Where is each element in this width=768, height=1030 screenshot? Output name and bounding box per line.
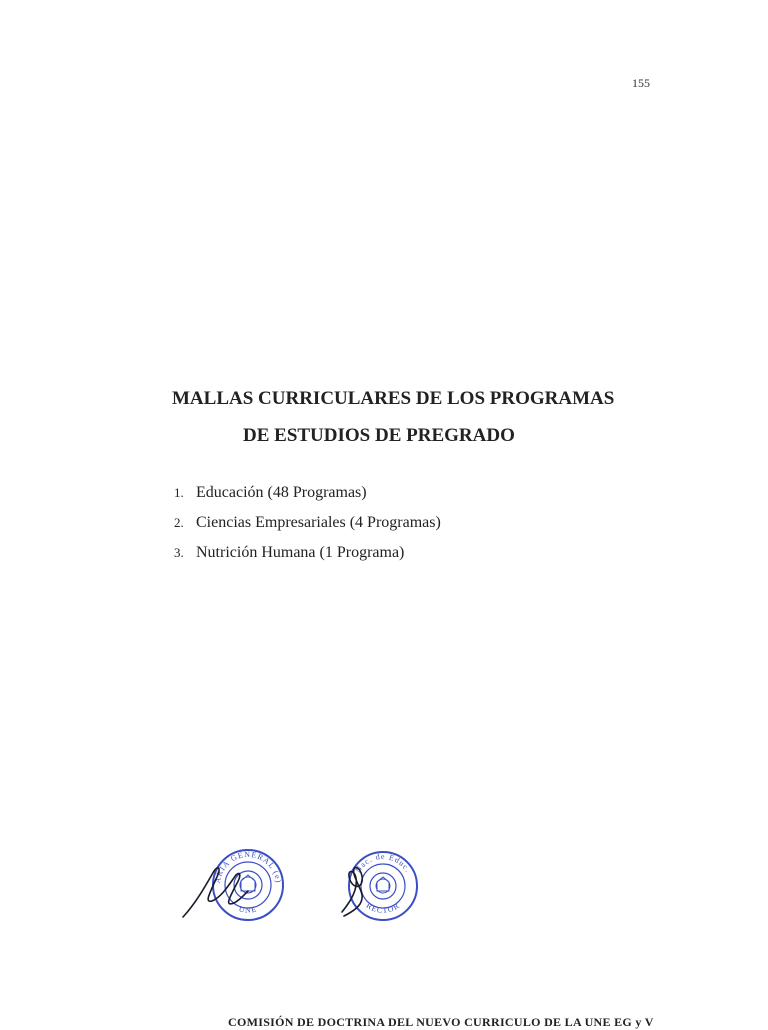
svg-text:ARIA GENERAL (e) [213, 850, 283, 884]
svg-text:UNE [238, 904, 258, 914]
document-title-line-1: MALLAS CURRICULARES DE LOS PROGRAMAS [172, 388, 615, 409]
seal-top-text: Nac. de Educ. [353, 851, 413, 875]
list-item-number: 1. [174, 485, 184, 500]
program-list [174, 484, 441, 574]
list-item-label: Nutrición Humana (1 Programa) [196, 544, 405, 561]
seal-stamp-icon [336, 848, 426, 928]
seal-stamp-secretaria [178, 845, 293, 925]
list-item-label: Ciencias Empresariales (4 Programas) [196, 514, 441, 531]
document-title-line-2: DE ESTUDIOS DE PREGRADO [243, 425, 515, 446]
list-item [174, 514, 441, 544]
page-footer: COMISIÓN DE DOCTRINA DEL NUEVO CURRICULO DE LA UNE EG y V [228, 1015, 654, 1029]
list-item [174, 484, 441, 514]
seal-bottom-text: RECTOR [364, 900, 402, 915]
seal-stamp-rector [336, 848, 426, 928]
svg-text:RECTOR [364, 901, 401, 915]
seal-bottom-text: UNE [237, 904, 259, 915]
seal-top-text: ARIA GENERAL (e) [212, 849, 283, 884]
list-item-number: 2. [174, 515, 184, 530]
page-number: 155 [632, 76, 650, 90]
signature-icon [342, 867, 362, 916]
list-item-label: Educación (48 Programas) [196, 484, 367, 501]
seal-stamp-icon [178, 845, 293, 925]
list-item [174, 544, 441, 574]
list-item-number: 3. [174, 545, 184, 560]
svg-text:Nac. de Educ. [353, 852, 412, 874]
